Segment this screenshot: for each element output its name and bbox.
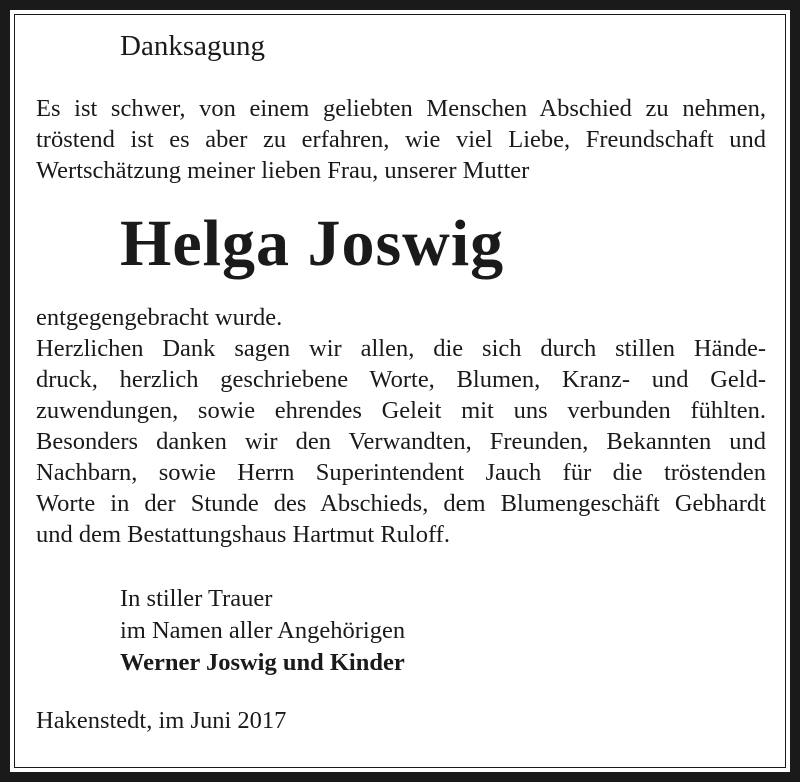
- body-line-2: Herzlichen Dank sagen wir allen, die sich durch stillen Hände-: [36, 335, 766, 362]
- intro-line-2: tröstend ist es aber zu erfahren, wie viel Liebe, Freundschaft und: [36, 126, 766, 153]
- signature: Werner Joswig und Kinder: [120, 649, 405, 676]
- body-line-8: und dem Bestattungshaus Hartmut Ruloff.: [36, 521, 450, 548]
- body-line-5: Besonders danken wir den Verwandten, Freunden, Bekannten und: [36, 428, 766, 455]
- intro-line-1: Es ist schwer, von einem geliebten Menschen Abschied zu nehmen,: [36, 95, 766, 122]
- closing-line-2: im Namen aller Angehörigen: [120, 617, 406, 644]
- body-line-7: Worte in der Stunde des Abschieds, dem Blumengeschäft Gebhardt: [36, 490, 766, 517]
- body-line-4: zuwendungen, sowie ehrendes Geleit mit uns verbunden fühlten.: [36, 397, 766, 424]
- deceased-name: Helga Joswig: [120, 207, 505, 280]
- body-line-1: entgegengebracht wurde.: [36, 304, 283, 331]
- body-line-6: Nachbarn, sowie Herrn Superintendent Jauch für die tröstenden: [36, 459, 766, 486]
- intro-line-3: Wertschätzung meiner lieben Frau, unserer Mutter: [36, 157, 530, 184]
- body-line-3: druck, herzlich geschriebene Worte, Blumen, Kranz- und Geld-: [36, 366, 766, 393]
- notice-heading: Danksagung: [120, 30, 265, 62]
- closing-line-1: In stiller Trauer: [120, 585, 273, 612]
- place-date: Hakenstedt, im Juni 2017: [36, 707, 287, 734]
